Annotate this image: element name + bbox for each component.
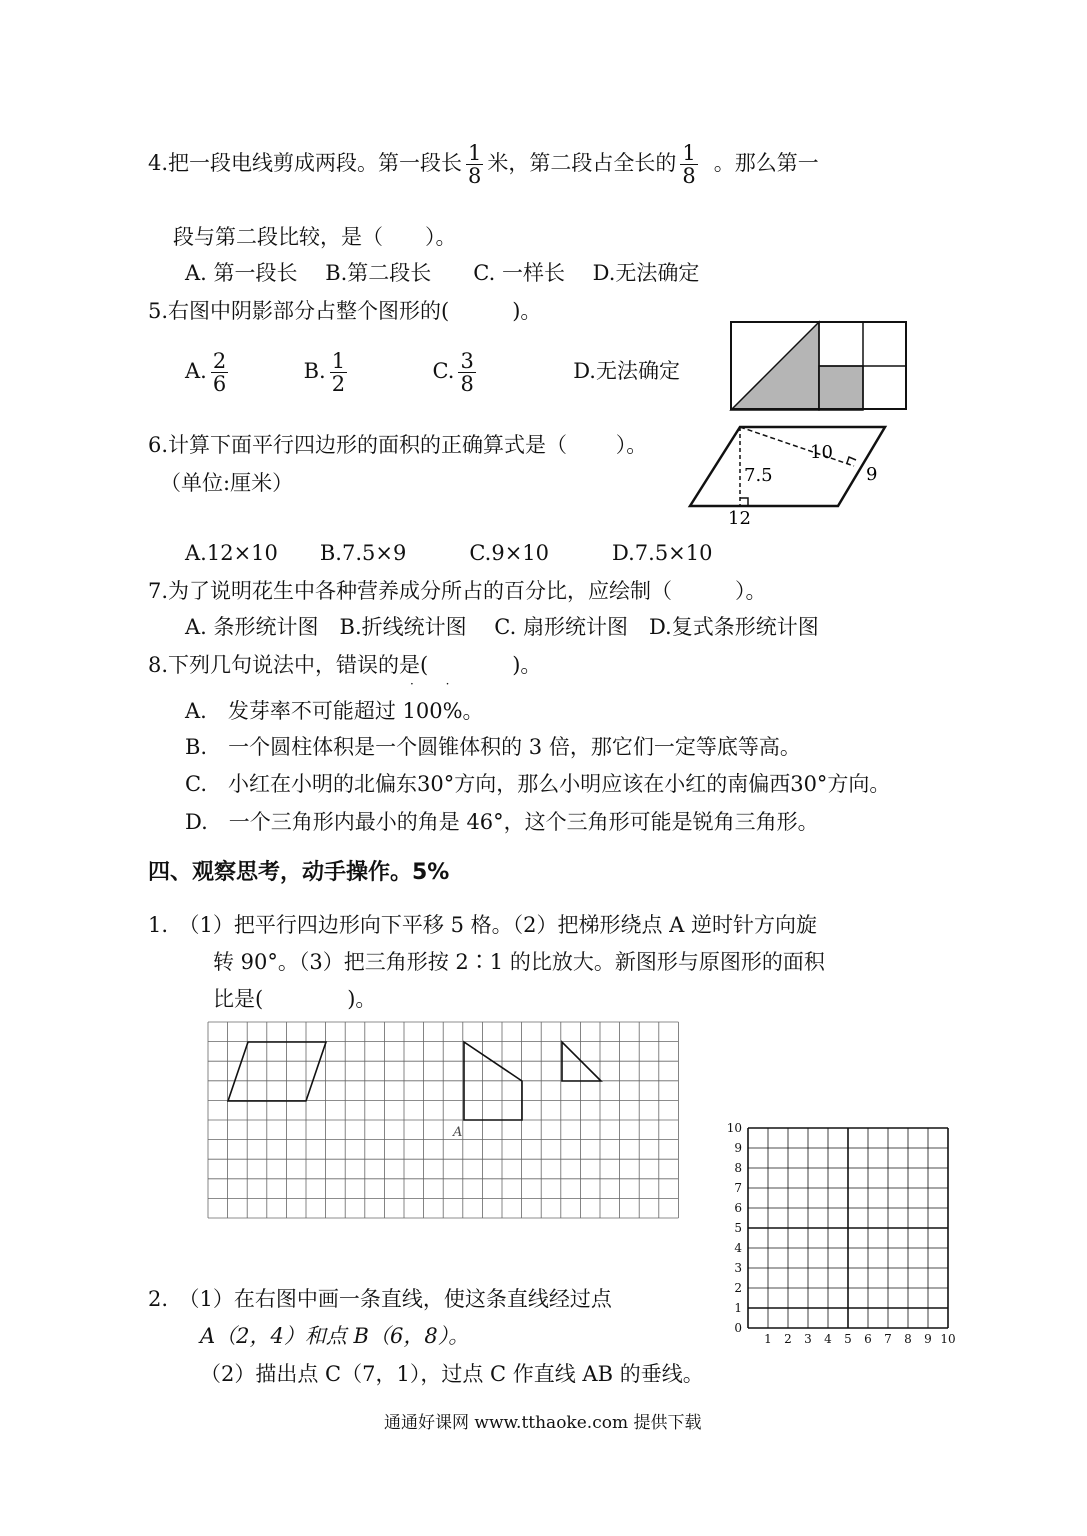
x-axis-tick-label: 4 xyxy=(824,1332,832,1346)
q8-stem: 8.下列几句说法中，错误的是( )。 xyxy=(148,653,542,677)
y-axis-tick-label: 2 xyxy=(734,1281,742,1295)
q4-text-a: 4.把一段电线剪成两段。第一段长 xyxy=(148,151,463,175)
q4-options: A. 第一段长 B.第二段长 C. 一样长 D.无法确定 xyxy=(185,261,700,285)
y-axis-tick-label: 4 xyxy=(734,1241,742,1255)
q8-option-c: C. 小红在小明的北偏东30°方向，那么小明应该在小红的南偏西30°方向。 xyxy=(185,772,891,796)
q4-text-b: 米，第二段占全长的 xyxy=(487,151,677,175)
q5-option-b-fraction: $\frac{1}{2}$ xyxy=(331,349,346,396)
q5-options xyxy=(185,350,680,395)
q8-option-d: D. 一个三角形内最小的角是 46°，这个三角形可能是锐角三角形。 xyxy=(185,810,819,834)
q6-height-10 xyxy=(740,427,854,466)
q6-label-10: 10 xyxy=(810,442,833,463)
p1-line3: 比是( )。 xyxy=(213,987,377,1011)
grid-lines xyxy=(208,1022,678,1218)
p2-line2: A（2，4）和点 B（6，8）。 xyxy=(200,1324,470,1348)
p1-line1: 1. （1）把平行四边形向下平移 5 格。（2）把梯形绕点 A 逆时针方向旋 xyxy=(148,913,817,937)
x-axis-tick-label: 9 xyxy=(924,1332,932,1346)
q6-stem: 6.计算下面平行四边形的面积的正确算式是（ ）。 xyxy=(148,433,648,457)
p2-line3: （2）描出点 C（7，1），过点 C 作直线 AB 的垂线。 xyxy=(200,1362,704,1386)
q5-option-c-label: C. xyxy=(432,359,455,383)
q5-option-b-label: B. xyxy=(303,359,326,383)
q4-line1 xyxy=(148,142,819,187)
q4-text-c: 。那么第一 xyxy=(713,151,819,175)
q5-shaded-figure xyxy=(731,322,907,410)
q4-line2: 段与第二段比较，是（ ）。 xyxy=(173,225,457,249)
q6-label-9: 9 xyxy=(866,464,878,485)
q8-emphasis-dots: · · xyxy=(410,677,464,691)
x-axis-tick-label: 6 xyxy=(864,1332,872,1346)
section-4-title: 四、观察思考，动手操作。5% xyxy=(148,860,450,885)
q5-option-a-label: A. xyxy=(185,359,207,383)
x-axis-tick-label: 5 xyxy=(844,1332,852,1346)
p1-line2: 转 90°。（3）把三角形按 2∶1 的比放大。新图形与原图形的面积 xyxy=(213,950,825,974)
y-axis-tick-label: 1 xyxy=(734,1301,742,1315)
q6-unit: （单位:厘米） xyxy=(160,471,294,495)
y-axis-tick-label: 6 xyxy=(734,1201,742,1215)
q8-option-a: A. 发芽率不可能超过 100%。 xyxy=(185,699,484,723)
y-axis-tick-label: 8 xyxy=(734,1161,742,1175)
coordinate-grid-lines xyxy=(748,1128,948,1328)
y-axis-tick-label: 10 xyxy=(726,1121,742,1135)
q4-fraction-2: $\frac{1}{8}$ xyxy=(682,141,696,188)
x-axis-tick-label: 1 xyxy=(764,1332,772,1346)
x-axis-tick-label: 8 xyxy=(904,1332,912,1346)
q5-option-d: D.无法确定 xyxy=(573,359,680,383)
q5-option-a-fraction: $\frac{2}{6}$ xyxy=(212,349,227,396)
x-axis-tick-label: 7 xyxy=(884,1332,892,1346)
y-axis-tick-label: 9 xyxy=(734,1141,742,1155)
p2-line1: 2. （1）在右图中画一条直线，使这条直线经过点 xyxy=(148,1287,612,1311)
q8-option-b: B. 一个圆柱体积是一个圆锥体积的 3 倍，那它们一定等底等高。 xyxy=(185,735,801,759)
y-axis-tick-label: 3 xyxy=(734,1261,742,1275)
q6-parallelogram xyxy=(690,427,885,506)
page-footer: 通通好课网 www.tthaoke.com 提供下载 xyxy=(384,1413,702,1433)
q5-option-c-fraction: $\frac{3}{8}$ xyxy=(460,349,474,396)
q5-stem: 5.右图中阴影部分占整个图形的( )。 xyxy=(148,299,542,323)
q6-label-7-5: 7.5 xyxy=(744,465,773,486)
coordinate-grid xyxy=(720,1118,960,1350)
y-axis-tick-label: 0 xyxy=(734,1321,742,1335)
q6-label-12: 12 xyxy=(728,508,751,529)
coordinate-axis-labels xyxy=(727,1121,956,1346)
q6-options: A.12×10 B.7.5×9 C.9×10 D.7.5×10 xyxy=(185,541,713,565)
transform-grid xyxy=(208,1022,680,1220)
y-axis-tick-label: 5 xyxy=(734,1221,742,1235)
q7-stem: 7.为了说明花生中各种营养成分所占的百分比，应绘制（ ）。 xyxy=(148,579,767,603)
q7-options: A. 条形统计图 B.折线统计图 C. 扇形统计图 D.复式条形统计图 xyxy=(185,615,819,639)
grid-point-a-label: A xyxy=(453,1125,463,1140)
x-axis-tick-label: 10 xyxy=(940,1332,956,1346)
y-axis-tick-label: 7 xyxy=(734,1181,742,1195)
grid-parallelogram xyxy=(228,1042,326,1101)
x-axis-tick-label: 2 xyxy=(784,1332,792,1346)
q5-shaded-triangle xyxy=(731,322,819,410)
q5-shaded-square xyxy=(819,366,863,410)
q4-fraction-1: $\frac{1}{8}$ xyxy=(468,141,482,188)
q6-parallelogram-figure xyxy=(688,422,888,532)
x-axis-tick-label: 3 xyxy=(804,1332,812,1346)
